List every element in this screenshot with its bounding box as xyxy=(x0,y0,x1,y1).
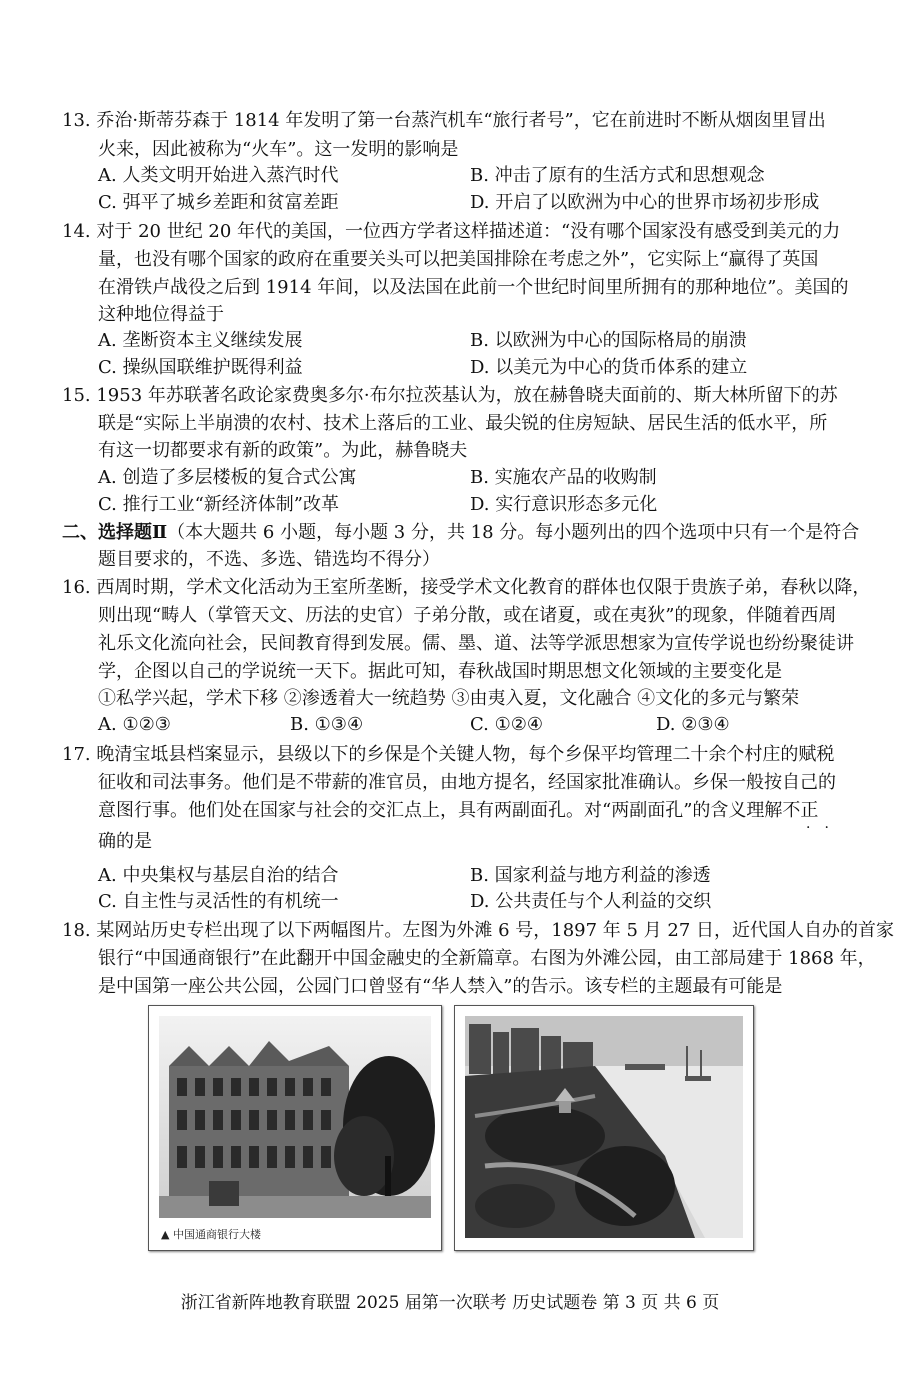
q18-stem-line3: 是中国第一座公共公园，公园门口曾竖有“华人禁入”的告示。该专栏的主题最有可能是 xyxy=(98,976,783,997)
q15-stem-line2: 联是“实际上半崩溃的农村、技术上落后的工业、最尖锐的住房短缺、居民生活的低水平，所 xyxy=(98,413,828,434)
q16-stem-line2: 则出现“畴人（掌管天文、历法的史官）子弟分散，或在诸夏，或在夷狄”的现象，伴随着西周 xyxy=(98,605,837,626)
q17-stem-line1: 17. 晚清宝坻县档案显示，县级以下的乡保是个关键人物，每个乡保平均管理二十余个村庄的赋税 xyxy=(62,744,835,765)
q16-option-d: D. ②③④ xyxy=(656,714,730,735)
emphasis-dots: ·· xyxy=(806,820,843,836)
bank-photo-caption: ▲ 中国通商银行大楼 xyxy=(161,1228,261,1241)
q17-option-b: B. 国家利益与地方利益的渗透 xyxy=(470,865,711,886)
q15-option-b: B. 实施农产品的收购制 xyxy=(470,467,657,488)
q13-option-a: A. 人类文明开始进入蒸汽时代 xyxy=(98,165,339,186)
section2-instructions-line2: 题目要求的，不选、多选、错选均不得分） xyxy=(98,549,440,570)
section2-instructions-line1: （本大题共 6 小题，每小题 3 分，共 18 分。每小题列出的四个选项中只有一个是符合 xyxy=(167,522,860,543)
q15-option-c: C. 推行工业“新经济体制”改革 xyxy=(98,494,339,515)
q16-option-a: A. ①②③ xyxy=(98,714,171,735)
q14-option-c: C. 操纵国联维护既得利益 xyxy=(98,357,303,378)
q13-stem-line1: 13. 乔治·斯蒂芬森于 1814 年发明了第一台蒸汽机车“旅行者号”，它在前进时不断从烟囱里冒出 xyxy=(62,110,826,131)
q17-stem-line4: 确的是 xyxy=(98,831,152,852)
q14-stem-line1: 14. 对于 20 世纪 20 年代的美国，一位西方学者这样描述道：“没有哪个国家没有感受到美元的力 xyxy=(62,221,841,242)
q17-option-d: D. 公共责任与个人利益的交织 xyxy=(470,891,712,912)
q14-option-b: B. 以欧洲为中心的国际格局的崩溃 xyxy=(470,330,747,351)
bank-building-image xyxy=(149,1006,441,1250)
bund-park-image xyxy=(455,1006,753,1250)
q16-option-b: B. ①③④ xyxy=(290,714,364,735)
q17-stem-line3: 意图行事。他们处在国家与社会的交汇点上，具有两副面孔。对“两副面孔”的含义理解不正 xyxy=(98,800,819,821)
q18-stem-line1: 18. 某网站历史专栏出现了以下两幅图片。左图为外滩 6 号，1897 年 5 月 27 日，近代国人自办的首家 xyxy=(62,920,895,941)
q14-option-d: D. 以美元为中心的货币体系的建立 xyxy=(470,357,748,378)
q15-stem-line3: 有这一切都要求有新的政策”。为此，赫鲁晓夫 xyxy=(98,440,468,461)
q15-option-a: A. 创造了多层楼板的复合式公寓 xyxy=(98,467,357,488)
q17-option-a: A. 中央集权与基层自治的结合 xyxy=(98,865,339,886)
section2-heading: 二、选择题Ⅱ xyxy=(62,522,168,543)
section2-header xyxy=(62,520,859,546)
q14-stem-line4: 这种地位得益于 xyxy=(98,304,224,325)
q13-option-b: B. 冲击了原有的生活方式和思想观念 xyxy=(470,165,765,186)
q14-stem-line3: 在滑铁卢战役之后到 1914 年间，以及法国在此前一个世纪时间里所拥有的那种地位”。美国的 xyxy=(98,277,849,298)
page-footer: 浙江省新阵地教育联盟 2025 届第一次联考 历史试题卷 第 3 页 共 6 页 xyxy=(180,1293,720,1313)
q15-stem-line1: 15. 1953 年苏联著名政论家费奥多尔·布尔拉茨基认为，放在赫鲁晓夫面前的、斯大林所留下的苏 xyxy=(62,385,838,406)
q17-stem-line2: 征收和司法事务。他们是不带薪的准官员，由地方提名，经国家批准确认。乡保一般按自己的 xyxy=(98,772,836,793)
q13-option-d: D. 开启了以欧洲为中心的世界市场初步形成 xyxy=(470,192,820,213)
q16-stem-line4: 学，企图以自己的学说统一天下。据此可知，春秋战国时期思想文化领域的主要变化是 xyxy=(98,661,782,682)
q15-option-d: D. 实行意识形态多元化 xyxy=(470,494,658,515)
q14-stem-line2: 量，也没有哪个国家的政府在重要关头可以把美国排除在考虑之外”，它实际上“赢得了英国 xyxy=(98,249,819,270)
q16-stem-line1: 16. 西周时期，学术文化活动为王室所垄断，接受学术文化教育的群体也仅限于贵族子弟，春秋以降， xyxy=(62,577,871,598)
q16-option-c: C. ①②④ xyxy=(470,714,543,735)
bank-building-photo xyxy=(148,1005,442,1251)
bund-park-photo xyxy=(454,1005,754,1251)
q13-stem-line2: 火来，因此被称为“火车”。这一发明的影响是 xyxy=(98,139,459,160)
q16-statements: ①私学兴起，学术下移 ②渗透着大一统趋势 ③由夷入夏，文化融合 ④文化的多元与繁荣 xyxy=(98,688,800,709)
q14-option-a: A. 垄断资本主义继续发展 xyxy=(98,330,303,351)
q13-option-c: C. 弭平了城乡差距和贫富差距 xyxy=(98,192,339,213)
q18-stem-line2: 银行“中国通商银行”在此翻开中国金融史的全新篇章。右图为外滩公园，由工部局建于 1868 年， xyxy=(98,948,876,969)
q16-stem-line3: 礼乐文化流向社会，民间教育得到发展。儒、墨、道、法等学派思想家为宣传学说也纷纷聚徒讲 xyxy=(98,633,854,654)
q17-option-c: C. 自主性与灵活性的有机统一 xyxy=(98,891,339,912)
